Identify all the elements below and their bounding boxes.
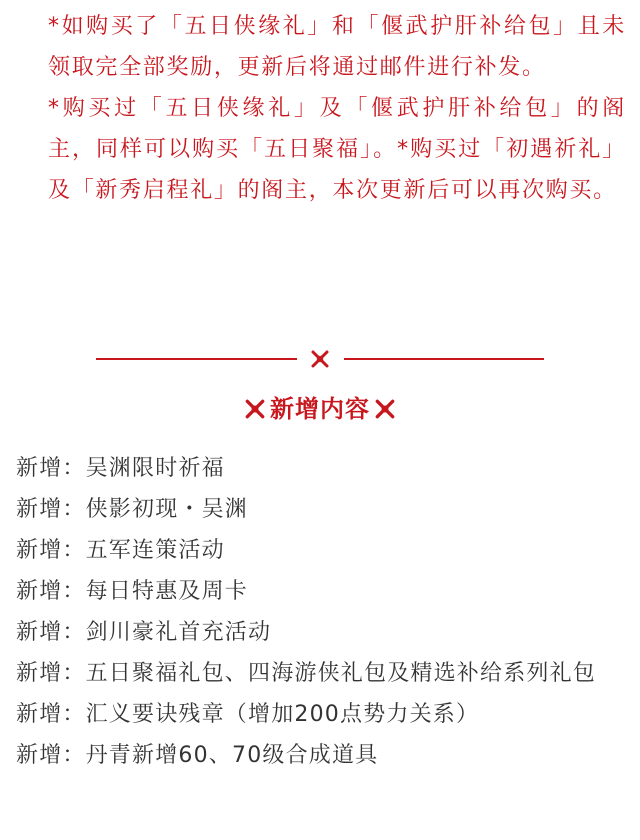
list-item <box>16 612 628 653</box>
item-label: 新增 <box>16 579 63 604</box>
item-text: 丹青新增60、70级合成道具 <box>85 743 379 768</box>
section-title: 新增内容 <box>270 395 370 423</box>
note-paragraph-1: *如购买了「五日侠缘礼」和「偃武护肝补给包」且未领取完全部奖励，更新后将通过邮件进行补发。 <box>48 14 626 80</box>
item-label: 新增 <box>16 456 63 481</box>
note-paragraph-2: *购买过「五日侠缘礼」及「偃武护肝补给包」的阁主，同样可以购买「五日聚福」。*购买过「初遇祈礼」及「新秀启程礼」的阁主，本次更新后可以再次购买。 <box>48 96 626 203</box>
list-item <box>16 571 628 612</box>
chinese-knot-icon <box>244 398 266 420</box>
item-label: 新增 <box>16 497 63 522</box>
list-item <box>16 530 628 571</box>
new-content-list <box>16 448 628 776</box>
divider-line-left <box>96 358 297 360</box>
item-label: 新增 <box>16 620 63 645</box>
list-item <box>16 694 628 735</box>
notes-block <box>48 6 626 211</box>
item-text: 剑川豪礼首充活动 <box>85 620 272 645</box>
item-separator: ： <box>62 743 86 768</box>
item-separator: ： <box>62 702 86 727</box>
list-item <box>16 653 628 694</box>
item-text: 汇义要诀残章（增加200点势力关系） <box>85 702 480 727</box>
item-separator: ： <box>62 456 86 481</box>
section-heading <box>0 388 640 430</box>
list-item <box>16 489 628 530</box>
chinese-knot-icon <box>310 349 330 369</box>
item-separator: ： <box>62 579 86 604</box>
item-text: 吴渊限时祈福 <box>85 456 225 481</box>
divider-line-right <box>344 358 544 360</box>
chinese-knot-icon <box>374 398 396 420</box>
item-text: 每日特惠及周卡 <box>85 579 249 604</box>
list-item <box>16 448 628 489</box>
list-item <box>16 735 628 776</box>
item-separator: ： <box>62 538 86 563</box>
item-separator: ： <box>62 620 86 645</box>
item-separator: ： <box>62 661 86 686</box>
item-label: 新增 <box>16 702 63 727</box>
item-text: 五军连策活动 <box>85 538 225 563</box>
item-separator: ： <box>62 497 86 522</box>
item-label: 新增 <box>16 538 63 563</box>
item-label: 新增 <box>16 743 63 768</box>
item-text: 侠影初现・吴渊 <box>85 497 249 522</box>
section-divider <box>96 346 544 372</box>
item-text: 五日聚福礼包、四海游侠礼包及精选补给系列礼包 <box>85 661 597 686</box>
item-label: 新增 <box>16 661 63 686</box>
